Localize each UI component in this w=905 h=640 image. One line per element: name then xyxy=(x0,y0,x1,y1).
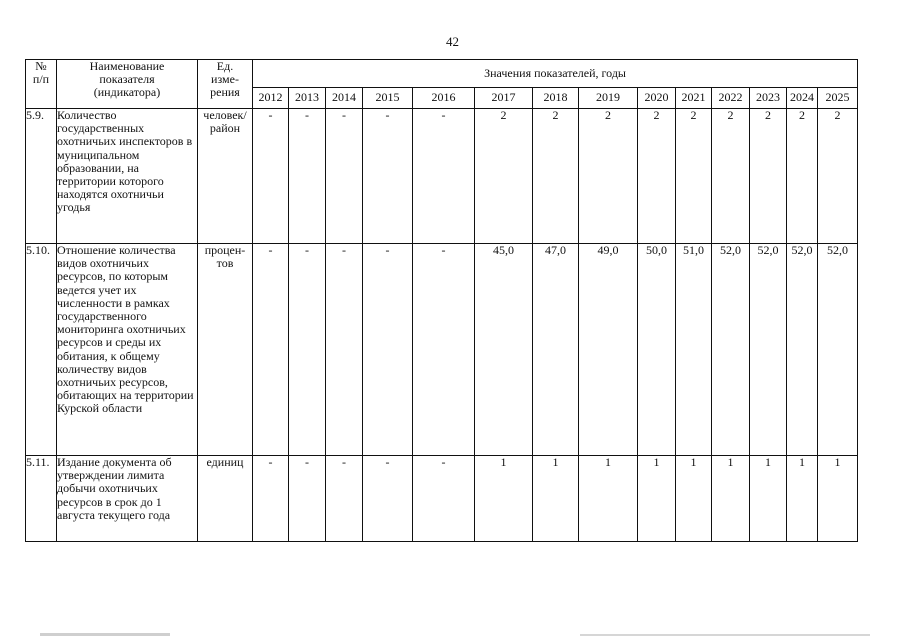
value-cell: 2 xyxy=(638,109,676,244)
header-values xyxy=(253,60,858,88)
unit-label: единиц xyxy=(206,455,244,469)
value-cell: - xyxy=(326,456,363,542)
value-cell: 52,0 xyxy=(787,244,818,456)
indicator-name: Количество государственных охотничьих инспекторов в муниципальном образовании, на территории которого находятся охотничьи угодья xyxy=(57,109,198,244)
header-values-label: Значения показателей, годы xyxy=(484,65,626,80)
value-cell: 2 xyxy=(475,109,533,244)
value-cell: - xyxy=(289,109,326,244)
row-number: 5.11. xyxy=(26,456,57,542)
value-cell: - xyxy=(363,456,413,542)
value-cell: 50,0 xyxy=(638,244,676,456)
value-cell: - xyxy=(289,244,326,456)
value-cell: 1 xyxy=(475,456,533,542)
table-row xyxy=(26,244,858,456)
value-cell: - xyxy=(289,456,326,542)
value-cell: 2 xyxy=(533,109,579,244)
value-cell: 49,0 xyxy=(579,244,638,456)
value-cell: - xyxy=(253,109,289,244)
value-cell: 52,0 xyxy=(712,244,750,456)
value-cell: 1 xyxy=(533,456,579,542)
table-row xyxy=(26,456,858,542)
year-header: 2019 xyxy=(579,88,638,109)
year-header: 2012 xyxy=(253,88,289,109)
year-header: 2016 xyxy=(413,88,475,109)
table-row xyxy=(26,109,858,244)
unit-cell xyxy=(198,244,253,456)
row-number: 5.9. xyxy=(26,109,57,244)
value-cell: 1 xyxy=(579,456,638,542)
year-header: 2021 xyxy=(676,88,712,109)
indicator-name: Издание документа об утверждении лимита добычи охотничьих ресурсов в срок до 1 августа текущего года xyxy=(57,456,198,542)
unit-cell xyxy=(198,456,253,542)
unit-label: процен- тов xyxy=(204,243,246,271)
value-cell: 1 xyxy=(676,456,712,542)
year-header: 2020 xyxy=(638,88,676,109)
value-cell: - xyxy=(363,109,413,244)
value-cell: 52,0 xyxy=(818,244,858,456)
year-header: 2018 xyxy=(533,88,579,109)
value-cell: 1 xyxy=(712,456,750,542)
year-header: 2017 xyxy=(475,88,533,109)
page-number: 42 xyxy=(446,34,459,49)
value-cell: - xyxy=(413,109,475,244)
year-header: 2022 xyxy=(712,88,750,109)
value-cell: 2 xyxy=(676,109,712,244)
value-cell: - xyxy=(413,244,475,456)
year-header: 2013 xyxy=(289,88,326,109)
year-header: 2025 xyxy=(818,88,858,109)
year-header: 2014 xyxy=(326,88,363,109)
value-cell: 52,0 xyxy=(750,244,787,456)
header-num xyxy=(26,60,57,109)
value-cell: 1 xyxy=(638,456,676,542)
header-unit xyxy=(198,60,253,109)
value-cell: 45,0 xyxy=(475,244,533,456)
unit-label: человек/ район xyxy=(203,108,247,136)
header-num-label: № п/п xyxy=(32,59,50,87)
value-cell: - xyxy=(363,244,413,456)
year-header: 2024 xyxy=(787,88,818,109)
value-cell: 2 xyxy=(712,109,750,244)
value-cell: 47,0 xyxy=(533,244,579,456)
row-number: 5.10. xyxy=(26,244,57,456)
year-header: 2023 xyxy=(750,88,787,109)
value-cell: - xyxy=(253,456,289,542)
value-cell: 2 xyxy=(818,109,858,244)
value-cell: - xyxy=(326,244,363,456)
scan-edge-mark xyxy=(580,634,870,636)
header-name xyxy=(57,60,198,109)
header-name-label: Наименование показателя (индикатора) xyxy=(89,59,165,100)
value-cell: - xyxy=(253,244,289,456)
value-cell: 2 xyxy=(579,109,638,244)
value-cell: 2 xyxy=(750,109,787,244)
value-cell: 1 xyxy=(818,456,858,542)
value-cell: - xyxy=(326,109,363,244)
unit-cell xyxy=(198,109,253,244)
scan-edge-mark xyxy=(40,633,170,636)
value-cell: 1 xyxy=(787,456,818,542)
year-header: 2015 xyxy=(363,88,413,109)
indicator-name: Отношение количества видов охотничьих ресурсов, по которым ведется учет их численности в рамках государственного мониторинга охотничьих ресурсов и среды их обитания, к общему количеству видов охотничьих ресурсов, обитающих на территории Курской области xyxy=(57,244,198,456)
header-unit-label: Ед. изме- рения xyxy=(210,59,240,100)
indicators-table xyxy=(25,59,858,542)
value-cell: 1 xyxy=(750,456,787,542)
value-cell: - xyxy=(413,456,475,542)
value-cell: 2 xyxy=(787,109,818,244)
header-row xyxy=(26,60,858,88)
value-cell: 51,0 xyxy=(676,244,712,456)
